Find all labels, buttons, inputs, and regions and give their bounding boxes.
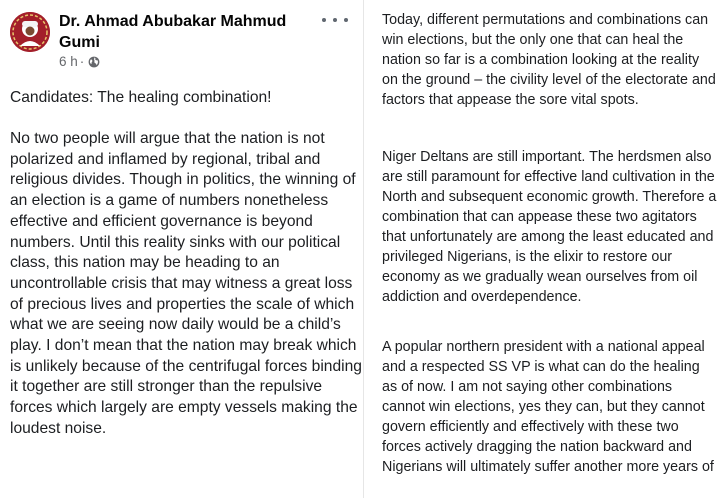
post-time[interactable]: 6 h (59, 54, 78, 69)
more-options-icon[interactable] (322, 14, 348, 26)
post-meta (59, 53, 100, 71)
meta-separator: · (79, 54, 85, 69)
avatar-image (10, 12, 50, 52)
globe-icon[interactable] (88, 56, 100, 68)
author-name[interactable]: Dr. Ahmad Abubakar Mahmud Gumi (59, 13, 287, 51)
paragraph-3: A popular northern president with a national appeal and a respected SS VP is what can do the healing as of now. I am not saying other combinations cannot win elections, yes they can, but they cannot govern efficiently and effectively with these two forces actively dragging the nation backward and Nigerians will ultimately suffer another more years of (382, 339, 714, 475)
post-body: No two people will argue that the nation is not polarized and inflamed by regional, tribal and religious divides. Though in politics, the winning of an election is a game of numbers nonetheless effective and efficient governance is beyond numbers. Until this reality sinks with our political class, this nation may be heading to an uncontrollable crisis that may witness a great loss of precious lives and properties the scale of which what we are seeing now daily would be a child’s play. I don’t mean that the nation may break which is unlikely because of the centrifugal forces binding it together are still stronger than the repulsive forces which largely are empty vessels making the loudest noise. (10, 130, 362, 437)
author-avatar[interactable] (10, 12, 50, 52)
paragraph-1: Today, different permutations and combinations can win elections, but the only one that can heal the nation so far is a combination looking at the reality on the ground – the civility level of the electorate and factors that appease the sore vital spots. (382, 12, 716, 108)
paragraph-2: Niger Deltans are still important. The herdsmen also are still paramount for effective land cultivation in the North and subsequent economic growth. Therefore a combination that can appease these two agitators that unfortunately are among the least educated and privileged Nigerians, is the elixir to restore our economy as we gradually wean ourselves from oil addiction and overdependence. (382, 149, 717, 305)
post-title: Candidates: The healing combination! (10, 89, 272, 106)
post-continuation-panel (366, 0, 720, 498)
